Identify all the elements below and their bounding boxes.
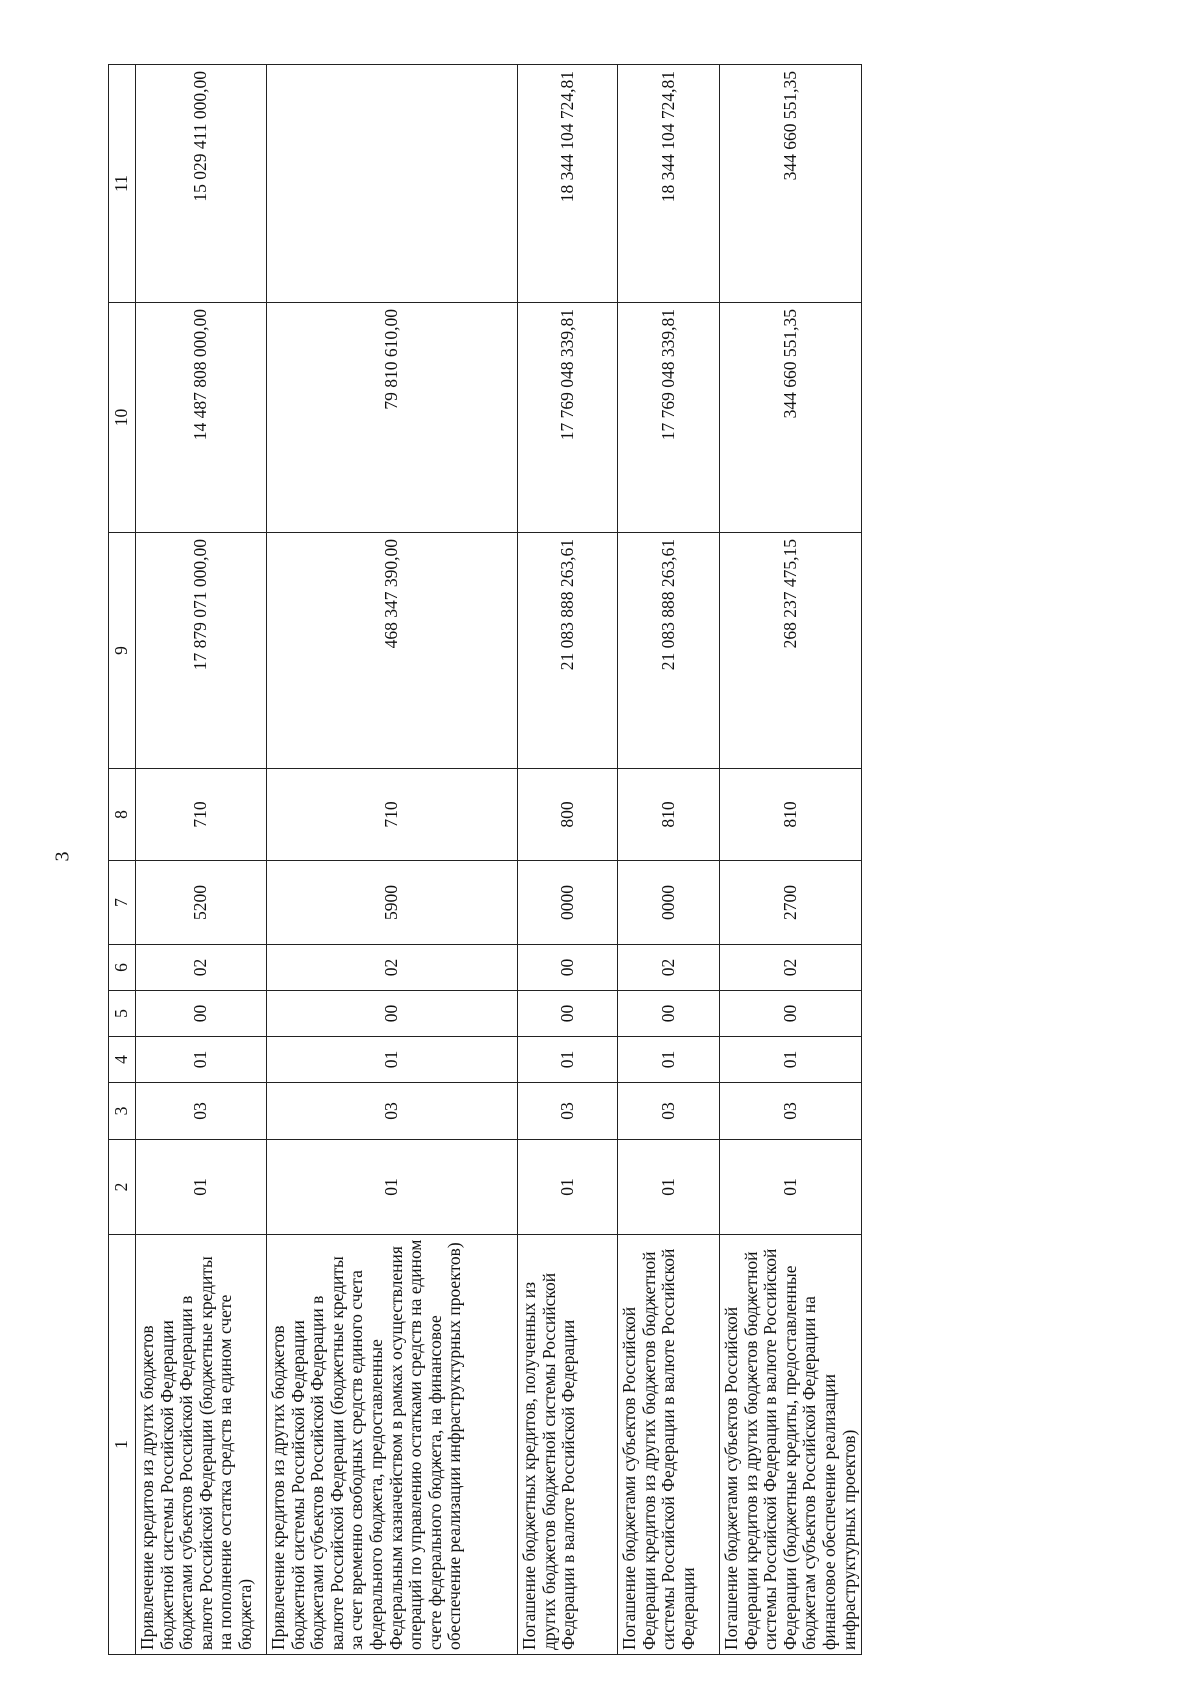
- table-row: [136, 65, 267, 1655]
- code-cell: 03: [618, 1083, 720, 1140]
- row-name: Погашение бюджетами субъектов Российской Федерации кредитов из других бюджетов бюджетной системы Российской Федерации в валюте Российской Федерации: [618, 1235, 720, 1655]
- row-name: Погашение бюджетных кредитов, полученных из других бюджетов бюджетной системы Российской Федерации в валюте Российской Федерации: [518, 1235, 618, 1655]
- row-name: Привлечение кредитов из других бюджетов бюджетной системы Российской Федерации бюджетами субъектов Российской Федерации в валюте Российской Федерации (бюджетные кредиты за счет временно свободных средств единого счета федерального бюджета, предоставленные Федеральным казначейством в рамках осуществления операций по управлению остатками средств на едином счете федерального бюджета, на финансовое обеспечение реализации инфраструктурных проектов): [267, 1235, 518, 1655]
- table-row: [720, 65, 862, 1655]
- code-cell: 00: [720, 991, 862, 1037]
- header-col-7: 7: [109, 861, 136, 945]
- code-cell: 03: [136, 1083, 267, 1140]
- amount-cell: 17 769 048 339,81: [518, 303, 618, 533]
- header-col-3: 3: [109, 1083, 136, 1140]
- table-row: [267, 65, 518, 1655]
- header-col-2: 2: [109, 1140, 136, 1235]
- amount-cell: [267, 65, 518, 303]
- table-row: [518, 65, 618, 1655]
- amount-cell: 14 487 808 000,00: [136, 303, 267, 533]
- code-cell: 01: [618, 1140, 720, 1235]
- code-cell: 810: [720, 769, 862, 861]
- header-col-4: 4: [109, 1037, 136, 1083]
- amount-cell: 344 660 551,35: [720, 65, 862, 303]
- budget-sources-table: [108, 64, 862, 1655]
- code-cell: 00: [136, 991, 267, 1037]
- amount-cell: 344 660 551,35: [720, 303, 862, 533]
- code-cell: 01: [267, 1037, 518, 1083]
- amount-cell: 15 029 411 000,00: [136, 65, 267, 303]
- code-cell: 810: [618, 769, 720, 861]
- amount-cell: 17 769 048 339,81: [618, 303, 720, 533]
- code-cell: 02: [720, 945, 862, 991]
- code-cell: 03: [720, 1083, 862, 1140]
- code-cell: 5200: [136, 861, 267, 945]
- code-cell: 02: [136, 945, 267, 991]
- code-cell: 710: [136, 769, 267, 861]
- amount-cell: 468 347 390,00: [267, 533, 518, 769]
- row-name: Привлечение кредитов из других бюджетов бюджетной системы Российской Федерации бюджетами субъектов Российской Федерации в валюте Российской Федерации (бюджетные кредиты на пополнение остатка средств на едином счете бюджета): [136, 1235, 267, 1655]
- code-cell: 01: [720, 1140, 862, 1235]
- code-cell: 01: [518, 1140, 618, 1235]
- amount-cell: 21 083 888 263,61: [518, 533, 618, 769]
- code-cell: 00: [618, 991, 720, 1037]
- code-cell: 01: [267, 1140, 518, 1235]
- code-cell: 03: [267, 1083, 518, 1140]
- amount-cell: 17 879 071 000,00: [136, 533, 267, 769]
- code-cell: 710: [267, 769, 518, 861]
- code-cell: 02: [618, 945, 720, 991]
- code-cell: 800: [518, 769, 618, 861]
- code-cell: 01: [518, 1037, 618, 1083]
- page-number: 3: [51, 851, 74, 862]
- header-col-6: 6: [109, 945, 136, 991]
- code-cell: 2700: [720, 861, 862, 945]
- code-cell: 00: [518, 945, 618, 991]
- code-cell: 00: [267, 991, 518, 1037]
- code-cell: 0000: [618, 861, 720, 945]
- amount-cell: 268 237 475,15: [720, 533, 862, 769]
- row-name: Погашение бюджетами субъектов Российской Федерации кредитов из других бюджетов бюджетной системы Российской Федерации в валюте Российской Федерации (бюджетные кредиты, предоставленные бюджетам субъектов Российской Федерации на финансовое обеспечение реализации инфраструктурных проектов): [720, 1235, 862, 1655]
- amount-cell: 21 083 888 263,61: [618, 533, 720, 769]
- header-col-10: 10: [109, 303, 136, 533]
- rotated-table-container: [108, 65, 1108, 1655]
- code-cell: 01: [720, 1037, 862, 1083]
- code-cell: 03: [518, 1083, 618, 1140]
- header-col-9: 9: [109, 533, 136, 769]
- header-col-8: 8: [109, 769, 136, 861]
- amount-cell: 18 344 104 724,81: [518, 65, 618, 303]
- code-cell: 0000: [518, 861, 618, 945]
- code-cell: 01: [136, 1037, 267, 1083]
- code-cell: 00: [518, 991, 618, 1037]
- amount-cell: 18 344 104 724,81: [618, 65, 720, 303]
- code-cell: 02: [267, 945, 518, 991]
- code-cell: 01: [618, 1037, 720, 1083]
- column-number-row: [109, 65, 136, 1655]
- table-row: [618, 65, 720, 1655]
- code-cell: 01: [136, 1140, 267, 1235]
- code-cell: 5900: [267, 861, 518, 945]
- amount-cell: 79 810 610,00: [267, 303, 518, 533]
- header-col-5: 5: [109, 991, 136, 1037]
- header-col-1: 1: [109, 1235, 136, 1655]
- header-col-11: 11: [109, 65, 136, 303]
